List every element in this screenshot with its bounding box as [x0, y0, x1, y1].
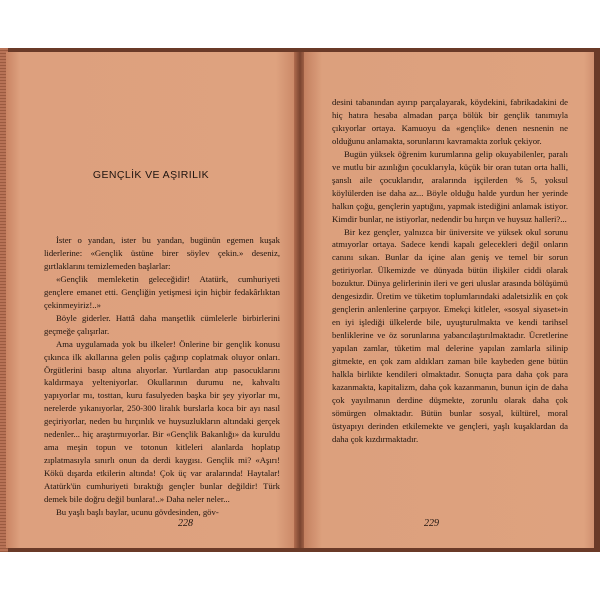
open-book-spread [0, 48, 600, 552]
right-page-body [332, 96, 568, 446]
chapter-title: GENÇLİK VE AŞIRILIK [92, 169, 210, 181]
paragraph: Bir kez gençler, yalnızca bir üniversite ve yüksek okul sorunu atmıyorlar ortaya. Sadece kendi kapalı gelecekleri değil onların canını sıkan. Bunlar da içine alan geniş ve temel bir sorun getiriyorlar. Ülkemizde ve dünyada bütün ilişkiler ciddi olarak bozuktur. Dünya gelirlerinin ileri ve geri uluslar arasında bölüşümü dengesizdir. Üretim ve tüketim toplumlarındaki adaletsizlik en çok gençlerin anlenlerine çarpıyor. Emekçi kitleler, «sosyal siyaset»in en iyi işlediği ülkelerde bile, uyuşturulmakta ve kendi tarihsel benliklerine ve öz sorunlarına yabancılaştırılmaktadır. Ücretlerine yapılan zamlar, tüketim mal delerine yapılan zamlarla silinip gitmekte, en çok zam aldıkları zaman bile kaybeden gene bütün halkla birlikte kendileri olmaktadır. Sonuçta para daha çok para kazanmakta, kapitalizm, daha çok kazanmanın, bunun için de daha çok yayılmanın derdine düşmekte, zorunlu olarak daha çok sömürgen olmaktadır. Bütün bunlar sosyal, kültürel, moral üstyapıyı derinden etkilemekte ve gençleri, yaşlı kuşaklardan da daha çok kızdırmaktadır. [332, 226, 568, 444]
paragraph: İster o yandan, ister bu yandan, bugünün egemen kuşak liderlerine: «Gençlik üstüne birer söylev çekin.» deseniz, gırtlaklarını temizlemeden başlarlar: [44, 235, 280, 271]
right-page [304, 52, 594, 548]
paragraph: Bu yaşlı başlı baylar, ucunu gövdesinden, göv- [56, 507, 219, 518]
page-number: 228 [178, 518, 193, 529]
paragraph: «Gençlik memleketin geleceğidir! Atatürk, cumhuriyeti gençlere emanet etti. Gençliğin yetişmesi için hiçbir fedakârlıktan çekinmeyiriz!..» [44, 273, 280, 310]
paragraph: Böyle giderler. Hattâ daha manşetlik cümlelerle birbirlerini geçmeğe çalışırlar. [44, 312, 280, 336]
page-number: 229 [424, 518, 439, 529]
left-page [6, 52, 296, 548]
paragraph: Bugün yüksek öğrenim kurumlarına gelip okuyabilenler, paralı ve mutlu bir azınlığın çocuklarıyla, küçük bir oran tutan orta halli, şanslı aile çocuklarıdır, aralarında işçilerden % 5, yoksul köylülerden ise daha az... Böyle olduğu halde yurdun her yerinde halkın çoğu, gençlerin yaptığını, yapmak istediğini anlamak istiyor. Kimdir bunlar, ne istiyorlar, nedendir bu hırçın ve huysuz halleri?... [332, 148, 568, 224]
paragraph: desini tabanından ayırıp parçalayarak, köydekini, fabrikadakini de hiç hatıra hesaba almadan parça bölük bir gençlik tanımıyla çıkıyorlar ortaya. Kamuoyu da «gençlik» denen nesnenin ne olduğunu anlamakta, sorunlarını kavramakta zorluk çekiyor. [332, 97, 568, 146]
left-page-body [44, 234, 280, 519]
paragraph: Ama uygulamada yok bu ilkeler! Önlerine bir gençlik konusu çıkınca ilk akıllarına gelen polis çağırıp coplatmak oluyor onları. Örgütlerini basıp altına alıyorlar. Yurtlardan atıp pasocuklarını kaldırmaya yelteniyorlar. Okullarının durumu ne, kahvaltı yapıyorlar mı, tosttan, kuru fasulyeden başka bir şey yiyorlar mı, nerelerde yıkanıyorlar, 250-300 liralık burslarla koca bir ayı nasıl geçiriyorlar, neden bu hırçınlık ve huysuzlukların altındaki gerçek nedenler... hiç araştırmıyorlar. Bir «Gençlik Bakanlığı» da kuruldu ama meşin topun ve totonun kitleleri alanlarda hoplatıp zıplatmasıyla sınırlı onun da derdi kaygısı. Gençlik mi? «Aşırı! Kökü dışarda etkilerin altında! Çok üç var aralarında! Haytalar! Atatürk'ün cumhuriyeti bıraktığı gençler bunlar değildir! Türk demek bile doğru değil bunlara!..» Daha neler neler... [44, 338, 280, 505]
